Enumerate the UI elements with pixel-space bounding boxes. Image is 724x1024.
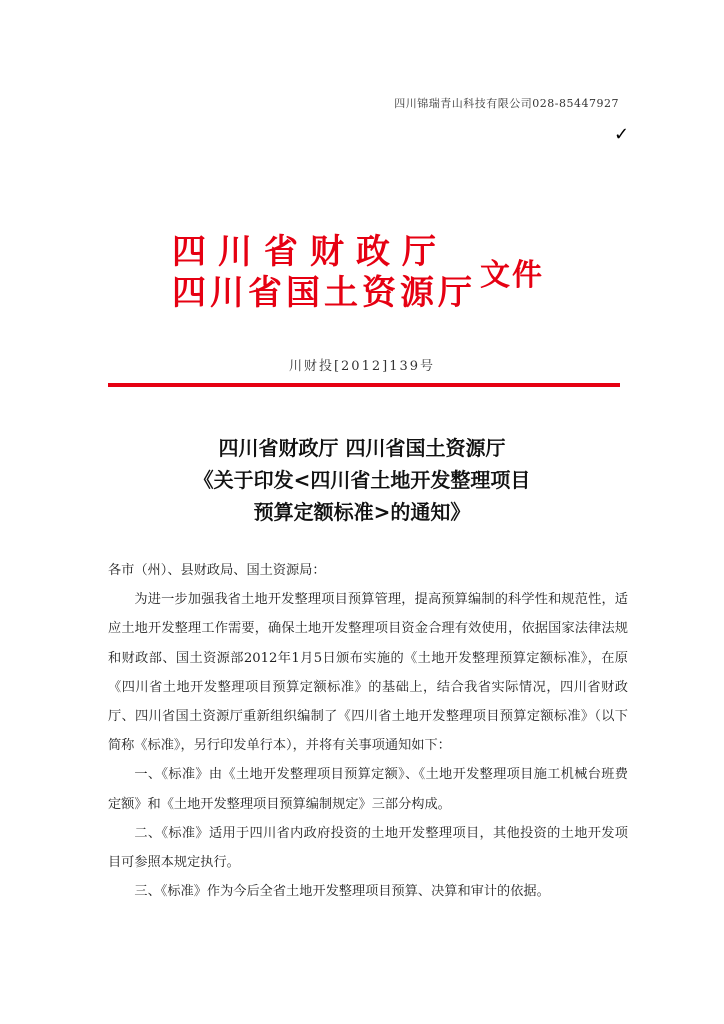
red-divider (108, 383, 620, 387)
paragraph-item-1: 一、《标准》由《土地开发整理项目预算定额》、《土地开发整理项目施工机械台班费定额》和《土地开发整理项目预算编制规定》三部分构成。 (108, 767, 628, 812)
paragraph-item-3: 三、《标准》作为今后全省土地开发整理项目预算、决算和审计的依据。 (134, 884, 550, 900)
issuer-block (172, 232, 544, 314)
salutation: 各市（州）、县财政局、国土资源局： (108, 563, 326, 578)
document-body (108, 556, 628, 906)
title-line-1: 四川省财政厅 四川省国土资源厅 (218, 436, 506, 460)
check-mark-icon: ✓ (614, 124, 630, 145)
title-line-3: 预算定额标准>的通知》 (253, 500, 471, 524)
company-header: 四川锦瑞青山科技有限公司028-85447927 (394, 97, 619, 110)
issuer-line-finance: 四川省财政厅 (172, 232, 448, 272)
document-number: 川财投[2012]139号 (288, 359, 436, 374)
paragraph-item-2: 二、《标准》适用于四川省内政府投资的土地开发整理项目，其他投资的土地开发项目可参照本规定执行。 (108, 825, 628, 871)
paragraph-intro: 为进一步加强我省土地开发整理项目预算管理，提高预算编制的科学性和规范性，适应土地开发整理工作需要，确保土地开发整理项目资金合理有效使用，依据国家法律法规和财政部、国土资源部2012年1月5日颁布实施的《土地开发整理预算定额标准》，在原《四川省土地开发整理项目预算定额标准》的基础上，结合我省实际情况，四川省财政厅、四川省国土资源厅重新组织编制了《四川省土地开发整理项目预算定额标准》（以下简称《标准》，另行印发单行本），并将有关事项通知如下： (108, 592, 628, 754)
title-line-2: 《关于印发<四川省土地开发整理项目 (193, 468, 531, 492)
issuer-line-land: 四川省国土资源厅 (172, 273, 476, 313)
document-title (0, 432, 724, 528)
issuer-suffix: 文件 (480, 258, 544, 293)
